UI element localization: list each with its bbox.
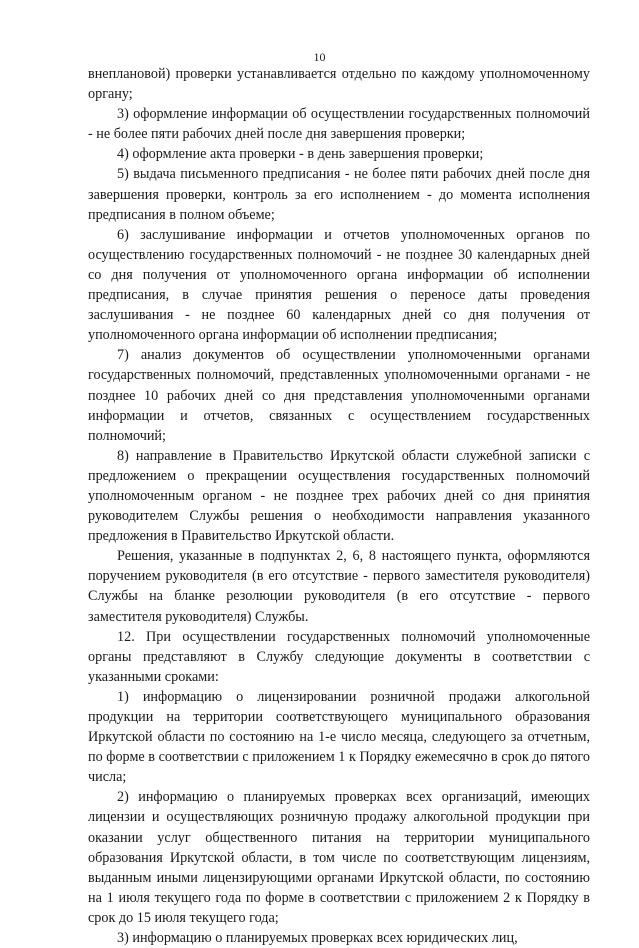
document-body [88, 64, 590, 948]
paragraph-item-5: 5) выдача письменного предписания - не более пяти рабочих дней после дня завершения проверки, контроль за его исполнением - до момента исполнения предписания в полном объеме; [88, 166, 590, 223]
paragraph-continuation: внеплановой) проверки устанавливается отдельно по каждому уполномоченному органу; [88, 66, 590, 103]
paragraph-item-6: 6) заслушивание информации и отчетов уполномоченных органов по осуществлению государственных полномочий - не позднее 30 календарных дней со дня получения от уполномоченного органа информации об исполнении предписания, в случае принятия решения о переносе даты проведения заслушивания - не позднее 60 календарных дней со дня получения от уполномоченного органа информации об исполнении предписания; [88, 226, 590, 344]
paragraph-item-8: 8) направление в Правительство Иркутской области служебной записки с предложением о прекращении осуществления государственных полномочий уполномоченным органом - не позднее трех рабочих дней со дня принятия руководителем Службы решения о необходимости направления указанного предложения в Правительство Иркутской области. [88, 447, 590, 545]
paragraph-decisions: Решения, указанные в подпунктах 2, 6, 8 настоящего пункта, оформляются поручением руководителя (в его отсутствие - первого заместителя руководителя) Службы на бланке резолюции руководителя (в его отсутствие - первого заместителя руководителя) Службы. [88, 548, 590, 625]
paragraph-12-item-1: 1) информацию о лицензировании розничной продажи алкогольной продукции на территории соответствующего муниципального образования Иркутской области по состоянию на 1-е число месяца, следующего за отчетным, по форме в соответствии с приложением 1 к Порядку ежемесячно в срок до пятого числа; [88, 688, 590, 786]
paragraph-item-3: 3) оформление информации об осуществлении государственных полномочий - не более пяти рабочих дней после дня завершения проверки; [88, 106, 590, 143]
page-number: 10 [313, 50, 326, 64]
paragraph-12-item-2: 2) информацию о планируемых проверках всех организаций, имеющих лицензии и осуществляющих розничную продажу алкогольной продукции при оказании услуг общественного питания на территории муниципального образования Иркутской области, в том числе по соответствующим лицензиям, выданным иными лицензирующими органами Иркутской области, по состоянию на 1 июля текущего года по форме в соответствии с приложением 2 к Порядку в срок до 15 июля текущего года; [88, 789, 590, 926]
paragraph-section-12: 12. При осуществлении государственных полномочий уполномоченные органы представляют в Службу следующие документы в соответствии с указанными сроками: [88, 628, 590, 685]
paragraph-item-4: 4) оформление акта проверки - в день завершения проверки; [117, 146, 484, 163]
paragraph-item-7: 7) анализ документов об осуществлении уполномоченными органами государственных полномочий, представленных уполномоченными органами - не позднее 10 рабочих дней со дня представления уполномоченными органами информации и отчетов, связанных с осуществлением государственных полномочий; [88, 347, 590, 444]
paragraph-12-item-3: 3) информацию о планируемых проверках всех юридических лиц, [117, 930, 518, 947]
